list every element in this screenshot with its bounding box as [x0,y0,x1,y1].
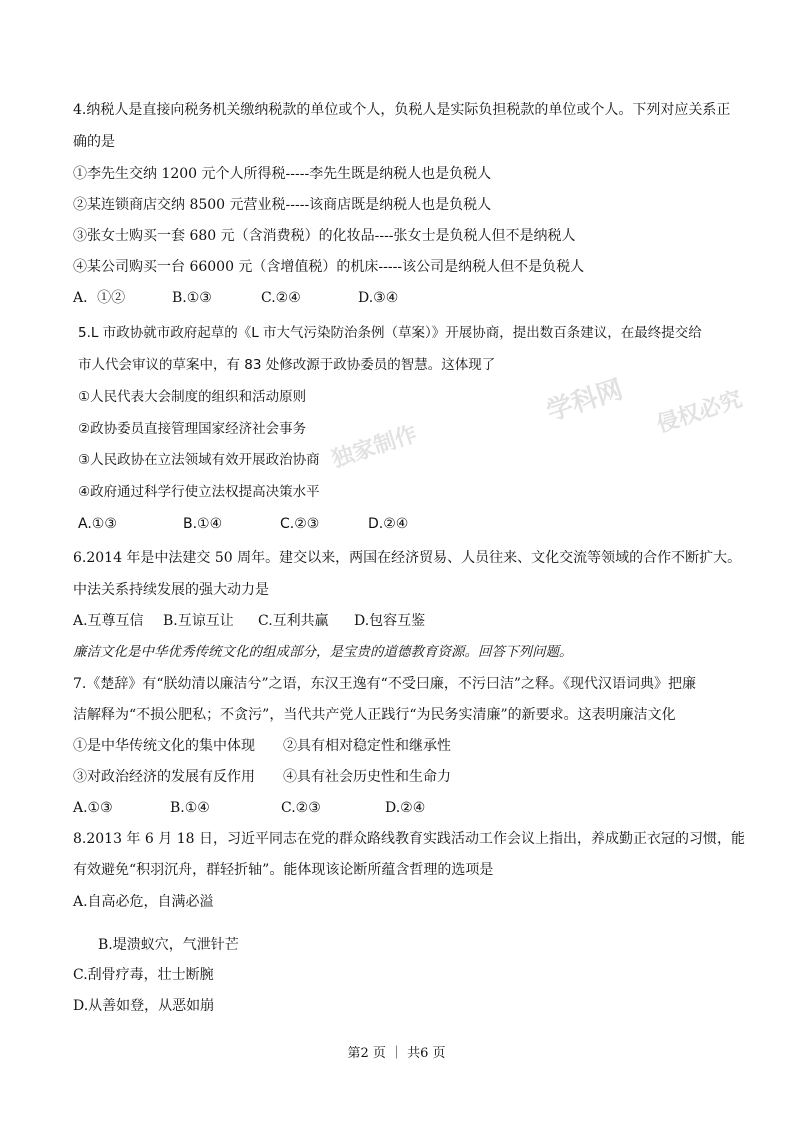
q6-stem-line-1: 6.2014 年是中法建交 50 周年。建交以来，两国在经济贸易、人员往来、文化交流等领域的合作不断扩大。 [73,550,742,566]
q5-item-4: ④政府通过科学行使立法权提高决策水平 [78,484,320,500]
q5-item-3: ③人民政协在立法领域有效开展政治协商 [78,452,320,468]
q4-stem-line-1: 4.纳税人是直接向税务机关缴纳税款的单位或个人，负税人是实际负担税款的单位或个人。下列对应关系正 [73,102,731,118]
watermark-line-2: 侵权必究 [653,386,746,438]
q8-stem-line-2: 有效避免“积羽沉舟，群轻折轴”。能体现该论断所蕴含哲理的选项是 [73,862,494,878]
q6-option-c: C.互利共赢 [258,613,329,629]
q7-option-b: B.①④ [170,800,210,816]
q8-option-b: B.堤溃蚁穴，气泄针芒 [98,937,239,953]
q4-stem-line-2: 确的是 [73,134,115,150]
watermark-line-1: 独家制作 [328,421,421,473]
q5-item-1: ①人民代表大会制度的组织和活动原则 [78,389,307,405]
q7-option-c: C.②③ [281,800,321,816]
watermark-brand: 学科网 [543,374,627,428]
q7-stem-line-2: 洁解释为“不损公肥私；不贪污”，当代共产党人正践行“为民务实清廉”的新要求。这表明廉洁文化 [73,707,676,723]
q5-option-a: A.①③ [78,516,117,532]
q7-item-3: ③对政治经济的发展有反作用 [73,769,255,785]
q4-option-d: D.③④ [358,290,399,306]
q6-option-b: B.互谅互让 [163,613,234,629]
q4-option-b: B.①③ [172,290,212,306]
q4-option-a: A．①② [73,290,126,306]
q4-item-4: ④某公司购买一台 66000 元（含增值税）的机床-----该公司是纳税人但不是负税人 [73,259,585,275]
q6-stem-line-2: 中法关系持续发展的强大动力是 [73,582,269,598]
q7-stem-line-1: 7.《楚辞》有“朕幼清以廉洁兮”之语，东汉王逸有“不受曰廉，不污曰洁”之释。《现代汉语词典》把廉 [73,676,696,692]
section-intro: 廉洁文化是中华优秀传统文化的组成部分，是宝贵的道德教育资源。回答下列问题。 [73,644,573,660]
q7-option-d: D.②④ [385,800,426,816]
q4-item-2: ②某连锁商店交纳 8500 元营业税-----该商店既是纳税人也是负税人 [73,197,492,213]
q5-stem-line-1: 5.L 市政协就市政府起草的《L 市大气污染防治条例（草案）》开展协商，提出数百条建议，在最终提交给 [78,325,702,341]
q5-stem-line-2: 市人代会审议的草案中，有 83 处修改源于政协委员的智慧。这体现了 [78,357,496,373]
q7-option-a: A.①③ [73,800,113,816]
q8-option-c: C.刮骨疗毒，壮士断腕 [73,967,214,983]
q4-item-3: ③张女士购买一套 680 元（含消费税）的化妆品----张女士是负税人但不是纳税人 [73,228,576,244]
q6-option-d: D.包容互鉴 [354,613,426,629]
q8-option-a: A.自高必危，自满必溢 [73,894,214,910]
q5-item-2: ②政协委员直接管理国家经济社会事务 [78,421,307,437]
q4-option-c: C.②④ [261,290,301,306]
q5-option-c: C.②③ [280,516,320,532]
q8-option-d: D.从善如登，从恶如崩 [73,998,215,1014]
q7-item-4: ④具有社会历史性和生命力 [283,769,451,785]
page-footer: 第2 页 ｜ 共6 页 [347,1046,446,1061]
q7-item-1: ①是中华传统文化的集中体现 [73,738,255,754]
q8-stem-line-1: 8.2013 年 6 月 18 日，习近平同志在党的群众路线教育实践活动工作会议上指出，养成勤正衣冠的习惯，能 [73,831,745,847]
q4-item-1: ①李先生交纳 1200 元个人所得税-----李先生既是纳税人也是负税人 [73,166,492,182]
q7-item-2: ②具有相对稳定性和继承性 [283,738,451,754]
q5-option-d: D.②④ [368,516,409,532]
q5-option-b: B.①④ [183,516,223,532]
q6-option-a: A.互尊互信 [73,613,144,629]
